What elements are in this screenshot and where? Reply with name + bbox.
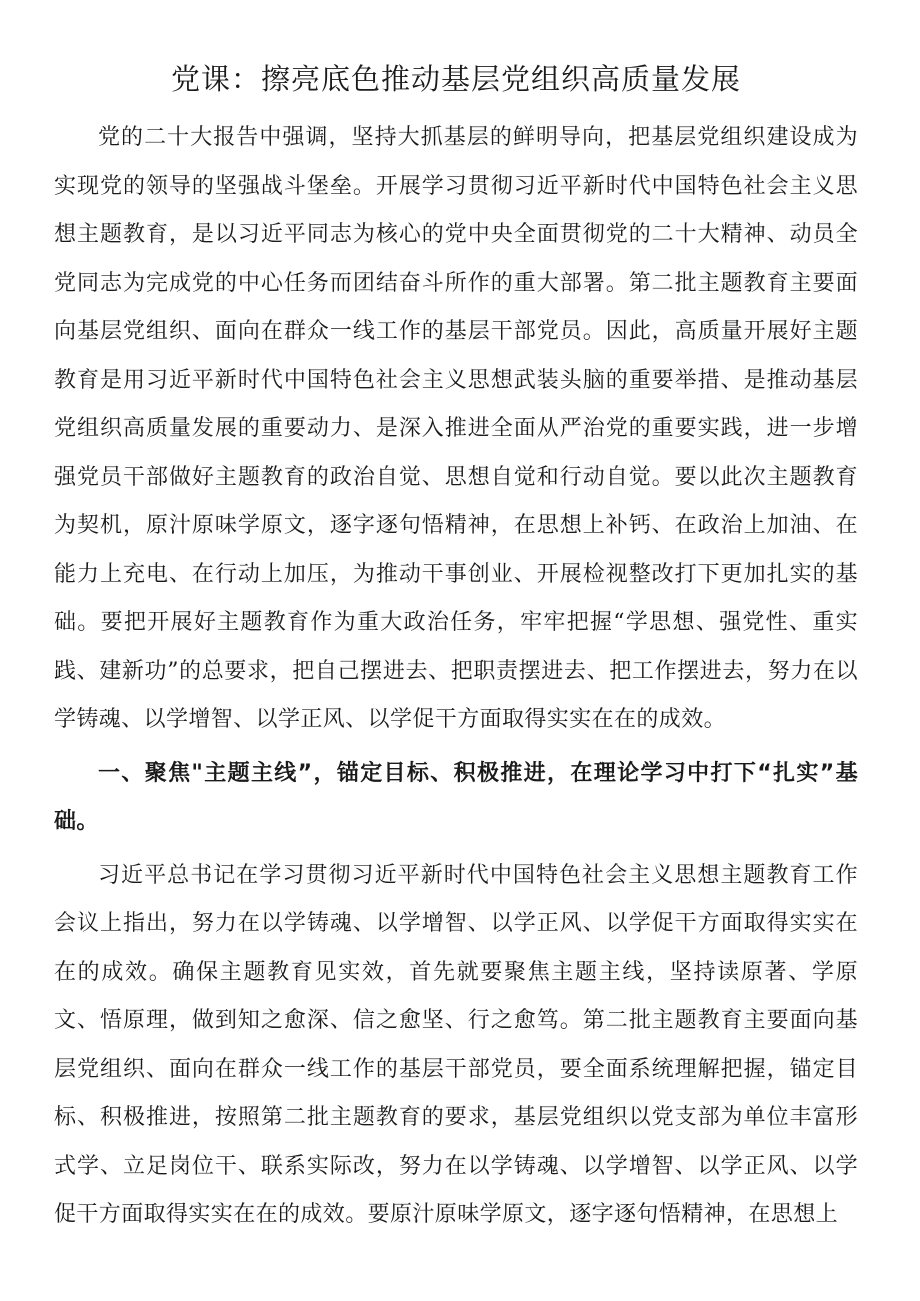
section-heading: 一、聚焦"主题主线”，锚定目标、积极推进，在理论学习中打下“扎实”基础。 <box>54 760 858 834</box>
section-paragraph: 习近平总书记在学习贯彻习近平新时代中国特色社会主义思想主题教育工作会议上指出，努力在以学铸魂、以学增智、以学正风、以学促干方面取得实实在在的成效。确保主题教育见实效，首先就要聚焦主题主线，坚持读原著、学原文、悟原理，做到知之愈深、信之愈坚、行之愈笃。第二批主题教育主要面向基层党组织、面向在群众一线工作的基层干部党员，要全面系统理解把握，锚定目标、积极推进，按照第二批主题教育的要求，基层党组织以党支部为单位丰富形式学、立足岗位干、联系实际改，努力在以学铸魂、以学增智、以学正风、以学促干方面取得实实在在的成效。要原汁原味学原文，逐字逐句悟精神，在思想上 <box>54 862 858 1227</box>
document-title: 党课：擦亮底色推动基层党组织高质量发展 <box>170 62 741 96</box>
intro-paragraph: 党的二十大报告中强调，坚持大抓基层的鲜明导向，把基层党组织建设成为实现党的领导的坚强战斗堡垒。开展学习贯彻习近平新时代中国特色社会主义思想主题教育，是以习近平同志为核心的党中央全面贯彻党的二十大精神、动员全党同志为完成党的中心任务而团结奋斗所作的重大部署。第二批主题教育主要面向基层党组织、面向在群众一线工作的基层干部党员。因此，高质量开展好主题教育是用习近平新时代中国特色社会主义思想武装头脑的重要举措、是推动基层党组织高质量发展的重要动力、是深入推进全面从严治党的重要实践，进一步增强党员干部做好主题教育的政治自觉、思想自觉和行动自觉。要以此次主题教育为契机，原汁原味学原文，逐字逐句悟精神，在思想上补钙、在政治上加油、在能力上充电、在行动上加压，为推动干事创业、开展检视整改打下更加扎实的基础。要把开展好主题教育作为重大政治任务，牢牢把握“学思想、强党性、重实践、建新功”的总要求，把自己摆进去、把职责摆进去、把工作摆进去，努力在以学铸魂、以学增智、以学正风、以学促干方面取得实实在在的成效。 <box>54 125 858 732</box>
